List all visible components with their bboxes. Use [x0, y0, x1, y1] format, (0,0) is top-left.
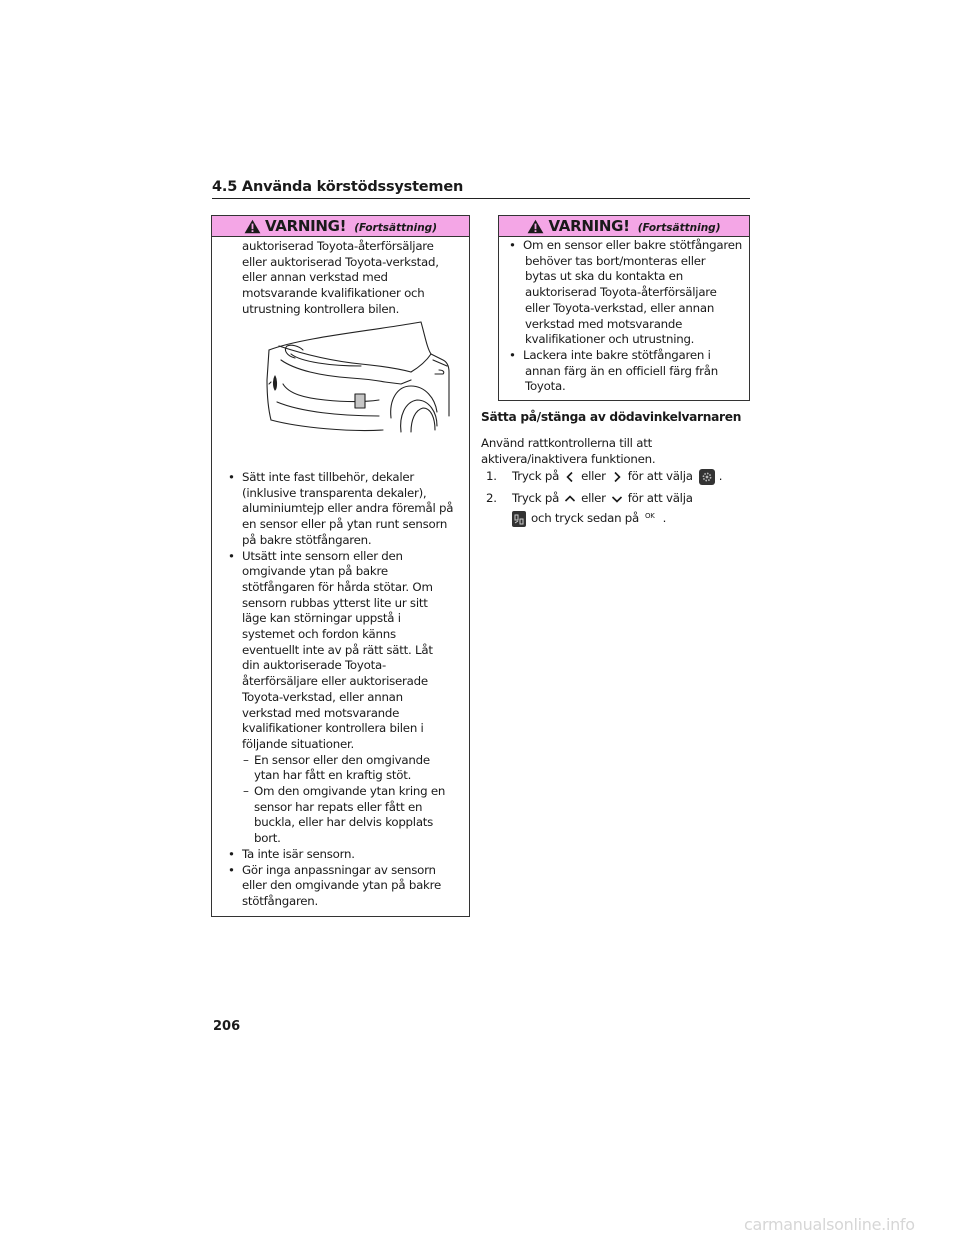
chevron-left-icon [564, 471, 576, 483]
warning-title: VARNING! [548, 217, 630, 235]
ok-button-glyph: OK [645, 512, 655, 521]
warning-bullets-left [242, 470, 453, 910]
text-line: sensor har repats eller fått en [254, 799, 423, 814]
step-text: Tryck på [512, 491, 560, 506]
chevron-right-icon [611, 471, 623, 483]
bullet-line: • Om en sensor eller bakre stötfångaren [523, 238, 742, 254]
step-number: 1. [486, 469, 497, 484]
warning-continuation: (Fortsättning) [354, 222, 437, 234]
text-line: stötfångaren för hårda stötar. Om [242, 579, 433, 594]
dash-line: – Om den omgivande ytan kring en [254, 784, 453, 800]
text-line: auktoriserad Toyota-återförsäljare [525, 285, 717, 300]
warning-triangle-icon [244, 219, 261, 234]
text-line: eller Toyota-verkstad, eller annan [525, 300, 715, 315]
step-text: för att välja [627, 491, 693, 506]
bullet-line: • Gör inga anpassningar av sensorn [242, 863, 453, 879]
bullet-line: • Sätt inte fast tillbehör, dekaler [242, 470, 453, 486]
text-line: behöver tas bort/monteras eller [525, 253, 706, 268]
text-line: Använd rattkontrollerna till att [481, 436, 652, 450]
step-end: . [662, 511, 667, 526]
text-line: aluminiumtejp eller andra föremål på [242, 501, 454, 516]
text-line: auktoriserad Toyota-återförsäljare [242, 239, 434, 253]
bullet-line: • Lackera inte bakre stötfångaren i [523, 348, 742, 364]
text-line: stötfångaren. [242, 893, 319, 908]
text-line: bytas ut ska du kontakta en [525, 269, 683, 284]
step-text: eller [581, 469, 606, 484]
text-line: eller den omgivande ytan på bakre [242, 878, 441, 893]
text-line: verkstad med motsvarande [242, 705, 400, 720]
text-line: buckla, eller har delvis kopplats [254, 815, 434, 830]
text-line: (inklusive transparenta dekaler), [242, 485, 427, 500]
step-text: eller [581, 491, 606, 506]
text-line: eller annan verkstad med [242, 270, 388, 285]
text-line: utrustning kontrollera bilen. [242, 301, 400, 316]
paragraph [481, 436, 751, 467]
text-line: annan färg än en officiell färg från [525, 363, 718, 378]
text-line: kvalifikationer kontrollera bilen i [242, 721, 424, 736]
watermark: carmanualsonline.info [744, 1215, 915, 1234]
dash-list [242, 753, 453, 847]
text-line: en sensor eller på ytan runt sensorn [242, 517, 448, 532]
warning-title: VARNING! [264, 217, 347, 235]
text-line: följande situationer. [242, 736, 355, 751]
dash-line: – En sensor eller den omgivande [254, 753, 453, 769]
text-line: eller auktoriserad Toyota-verkstad, [242, 254, 439, 269]
text-line: bort. [254, 831, 281, 846]
gear-icon [699, 469, 715, 485]
step-2 [486, 489, 762, 509]
text-line: återförsäljare eller auktoriserade [242, 674, 428, 689]
page-number: 206 [213, 1019, 241, 1034]
warning-header-right [499, 216, 749, 237]
text-line: sensorn rubbas ytterst lite ur sitt [242, 595, 428, 610]
step-1 [486, 467, 762, 487]
text-line: ytan har fått en kraftig stöt. [254, 768, 412, 783]
sub-heading: Sätta på/stänga av dödavinkelvarnaren [481, 410, 742, 424]
steps-list [486, 467, 762, 529]
text-line: på bakre stötfångaren. [242, 532, 372, 547]
text-line: Toyota. [525, 379, 566, 394]
bullet-line: • Utsätt inte sensorn eller den [242, 549, 453, 565]
text-line: systemet och fordon känns [242, 627, 396, 642]
warning-box-right [498, 215, 750, 401]
warning-triangle-icon [527, 219, 544, 234]
text-line: din auktoriserade Toyota- [242, 658, 386, 673]
step-text: Tryck på [512, 469, 560, 484]
step-text: och tryck sedan på [531, 511, 640, 526]
chevron-down-icon [611, 493, 623, 505]
step-2-continued [512, 509, 762, 529]
blind-spot-monitor-icon [512, 511, 526, 527]
bullet-line: • Ta inte isär sensorn. [242, 847, 453, 863]
text-line: aktivera/inaktivera funktionen. [481, 451, 656, 466]
step-number: 2. [486, 491, 497, 506]
section-title: 4.5 Använda körstödssystemen [212, 179, 750, 199]
text-line: Toyota-verkstad, eller annan [242, 689, 403, 704]
warning-bullets-right [523, 238, 742, 395]
text-line: omgivande ytan på bakre [242, 564, 388, 579]
text-line: läge kan störningar uppstå i [242, 611, 401, 626]
step-text: för att välja [627, 469, 693, 484]
chevron-up-icon [564, 493, 576, 505]
warning-intro [242, 239, 439, 318]
text-line: motsvarande kvalifikationer och [242, 286, 425, 301]
text-line: kvalifikationer och utrustning. [525, 332, 695, 347]
car-rear-illustration [261, 320, 451, 435]
warning-continuation: (Fortsättning) [637, 222, 721, 234]
warning-header-left [212, 216, 469, 237]
text-line: eventuellt inte av på rätt sätt. Låt [242, 642, 433, 657]
text-line: verkstad med motsvarande [525, 316, 683, 331]
step-end: . [718, 469, 723, 484]
